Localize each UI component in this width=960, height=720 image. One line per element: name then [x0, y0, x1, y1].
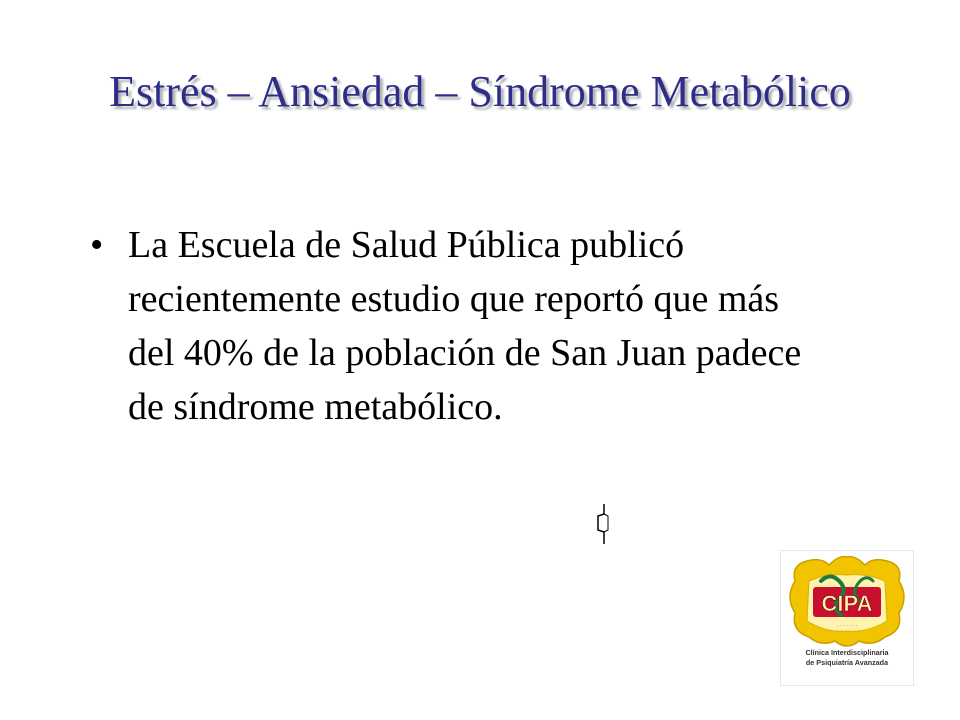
cipa-logo-graphic	[781, 551, 913, 685]
bullet-line-3: del 40% de la población de San Juan padece	[128, 332, 802, 374]
logo-acronym: CIPA	[821, 591, 873, 616]
logo-name-line-2: de Psiquiatría Avanzada	[805, 658, 889, 667]
bullet-line-2: recientemente estudio que reportó que más	[128, 278, 780, 320]
slide-body	[90, 218, 910, 434]
bullet-line-4: de síndrome metabólico.	[128, 386, 503, 428]
slide-title: Estrés – Ansiedad – Síndrome Metabólico	[109, 67, 851, 116]
decorative-glyph-icon	[596, 502, 612, 546]
bullet-item	[90, 218, 910, 434]
cipa-logo	[780, 550, 914, 686]
logo-name-line-1: Clínica Interdisciplinaria	[805, 648, 889, 657]
bullet-line-1: La Escuela de Salud Pública publicó	[128, 224, 685, 266]
svg-text:· · · · · · ·: · · · · · · ·	[837, 623, 857, 629]
bullet-marker: •	[90, 224, 104, 266]
